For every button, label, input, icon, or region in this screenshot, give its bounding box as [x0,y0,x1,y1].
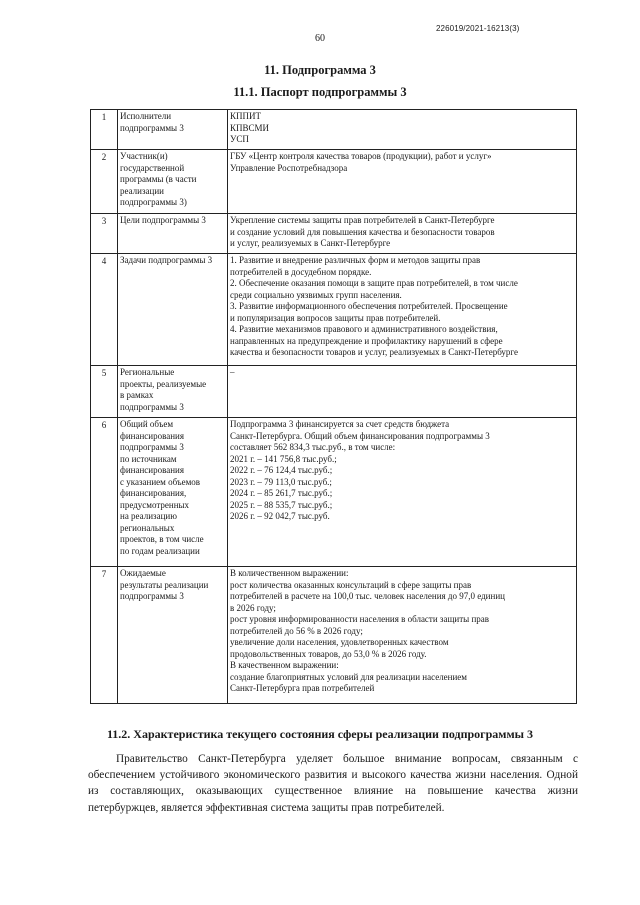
row-content: ГБУ «Центр контроля качества товаров (продукции), работ и услуг» Управление Роспотребнадзора [228,150,577,214]
row-number: 3 [91,214,118,254]
row-label: Цели подпрограммы 3 [118,214,228,254]
row-content: – [228,366,577,418]
passport-title: 11.1. Паспорт подпрограммы 3 [233,85,407,99]
body-paragraph: Правительство Санкт-Петербурга уделяет большое внимание вопросам, связанным с обеспечением устойчивого экономического развития и высокого качества жизни населения. Одной из составляющих, оказывающих существенное влияние на повышение качества жизни петербуржцев, является эффективная система защиты прав потребителей. [88,753,578,814]
row-label: Участник(и) государственной программы (в части реализации подпрограммы 3) [118,150,228,214]
row-label: Задачи подпрограммы 3 [118,254,228,366]
row-number: 5 [91,366,118,418]
row-label: Ожидаемые результаты реализации подпрограммы 3 [118,567,228,704]
row-label: Исполнители подпрограммы 3 [118,110,228,150]
row-number: 7 [91,567,118,704]
table-row [91,418,577,567]
row-content: КППИТ КПВСМИ УСП [228,110,577,150]
row-number: 4 [91,254,118,366]
row-label: Общий объем финансирования подпрограммы 3 по источникам финансирования с указанием объемов финансирования, предусмотренных на реализацию региональных проектов, в том числе по годам реализации [118,418,228,567]
table-row [91,254,577,366]
row-number: 6 [91,418,118,567]
row-label: Региональные проекты, реализуемые в рамках подпрограммы 3 [118,366,228,418]
section-heading: 11.2. Характеристика текущего состояния сферы реализации подпрограммы 3 [106,727,534,741]
row-content: В количественном выражении: рост количества оказанных консультаций в сфере защиты прав потребителей в расчете на 100,0 тыс. человек населения до 97,0 единиц в 2026 году; рост уровня информированности населения в области защиты прав потребителей до 56 % в 2026 году; увеличение доли населения, удовлетворенных качеством продовольственных товаров, до 53,0 % в 2026 году. В качественном выражении: создание благоприятных условий для реализации населением Санкт-Петербурга прав потребителей [228,567,577,704]
table-row [91,214,577,254]
passport-table [90,109,577,704]
table-row [91,366,577,418]
row-content: Укрепление системы защиты прав потребителей в Санкт-Петербурге и создание условий для повышения качества и безопасности товаров и услуг, реализуемых в Санкт-Петербурге [228,214,577,254]
document-id: 226019/2021-16213(3) [436,24,520,33]
table-row [91,567,577,704]
page-number: 60 [315,33,325,44]
row-content: 1. Развитие и внедрение различных форм и методов защиты прав потребителей в досудебном порядке. 2. Обеспечение оказания помощи в защите прав потребителей, в том числе среди социально уязвимых групп населения. 3. Развитие информационного обеспечения потребителей. Просвещение и популяризация вопросов защиты прав потребителей. 4. Развитие механизмов правового и административного воздействия, направленных на предупреждение и профилактику нарушений в сфере качества и безопасности товаров и услуг, реализуемых в Санкт-Петербурге [228,254,577,366]
table-row [91,110,577,150]
table-row [91,150,577,214]
row-number: 2 [91,150,118,214]
subprogram-title: 11. Подпрограмма 3 [264,63,376,77]
row-number: 1 [91,110,118,150]
row-content: Подпрограмма 3 финансируется за счет средств бюджета Санкт-Петербурга. Общий объем финансирования подпрограммы 3 составляет 562 834,3 тыс.руб., в том числе: 2021 г. – 141 756,8 тыс.руб.; 2022 г. – 76 124,4 тыс.руб.; 2023 г. – 79 113,0 тыс.руб.; 2024 г. – 85 261,7 тыс.руб.; 2025 г. – 88 535,7 тыс.руб.; 2026 г. – 92 042,7 тыс.руб. [228,418,577,567]
